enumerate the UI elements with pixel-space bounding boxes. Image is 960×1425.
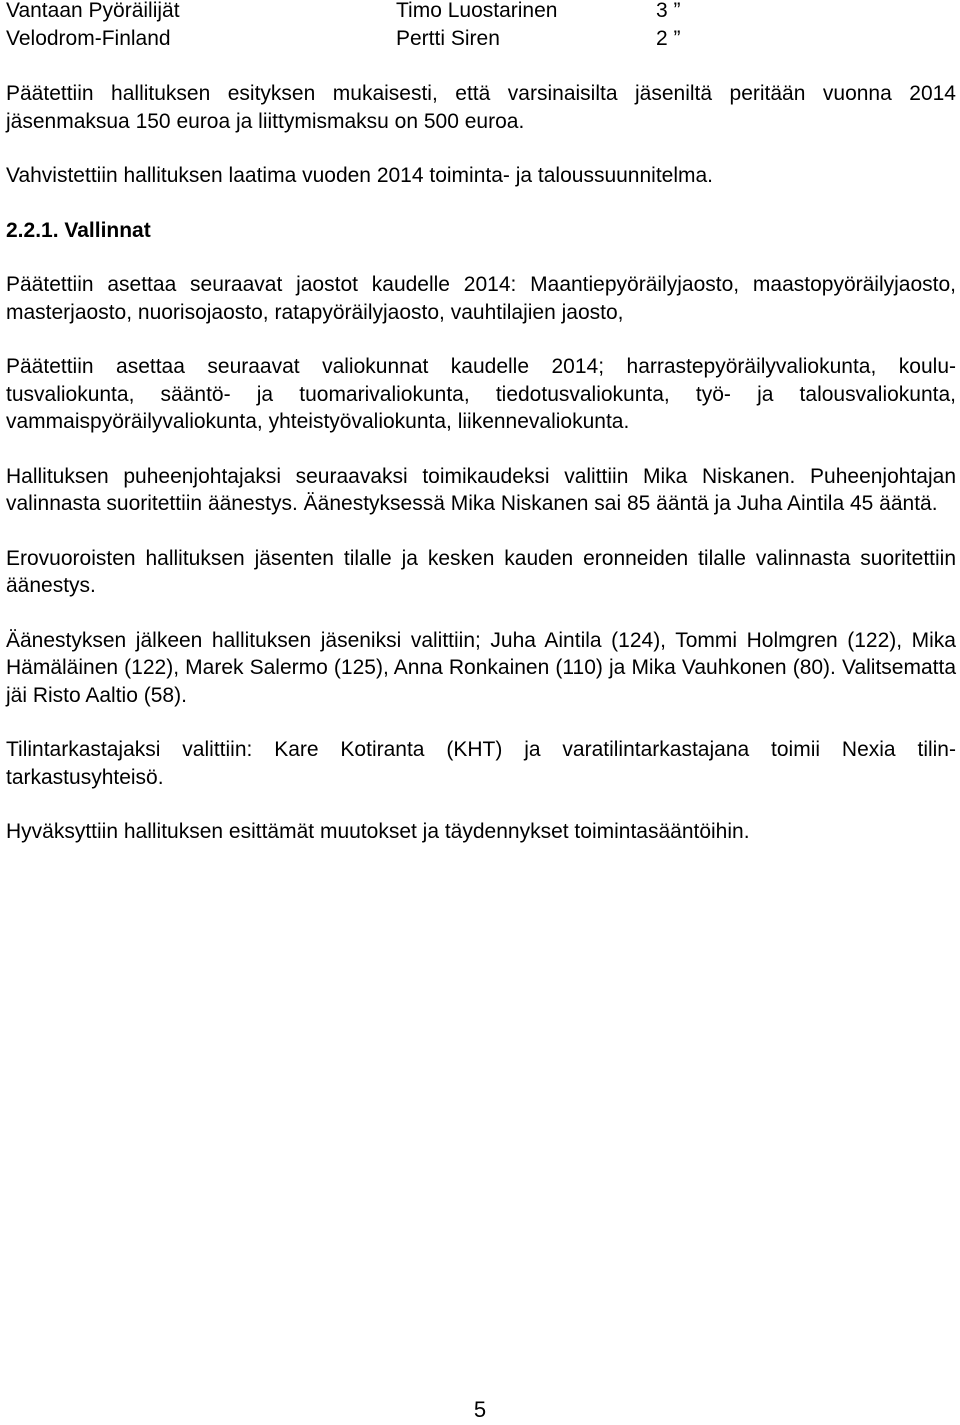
rules-paragraph: Hyväksyttiin hallituksen esittämät muutokset ja täydennykset toimintasääntöihin. [6, 820, 750, 843]
section-heading: 2.2.1. Vallinnat [6, 218, 151, 242]
document-page [6, 0, 956, 846]
board-members-paragraph: Äänestyksen jälkeen hallituksen jäseniksi valittiin; Juha Aintila (124), Tommi Holmgren (122), Mika Hämäläinen (122), Marek Salermo (125), Anna Ronkainen (110) ja Mika Vauhkonen (80). Valitsematta jäi Risto Aaltio (58). [6, 628, 956, 707]
membership-fee-paragraph: Päätettiin hallituksen esityksen mukaisesti, että varsinaisilta jäseniltä peritään vuonna 2014 jäsenmaksua 150 euroa ja liittymismaksu on 500 euroa. [6, 82, 956, 133]
member-votes: 3 ” [656, 0, 681, 22]
member-votes: 2 ” [656, 27, 681, 50]
member-representative: Timo Luostarinen [396, 0, 558, 22]
sections-paragraph: Päätettiin asettaa seuraavat jaostot kaudelle 2014: Maantiepyöräilyjaosto, maastopyöräilyjaosto, masterjaosto, nuorisojaosto, ratapyöräilyjaosto, vauhtilajien jaosto, [6, 273, 956, 324]
chair-election-paragraph: Hallituksen puheenjohtajaksi seuraavaksi toimikaudeksi valittiin Mika Niskanen. Puheenjohtajan valinnasta suoritettiin äänestys. Äänestyksessä Mika Niskanen sai 85 ääntä ja Juha Aintila 45 ääntä. [6, 464, 956, 515]
member-representative: Pertti Siren [396, 27, 500, 50]
member-club: Velodrom-Finland [6, 27, 171, 50]
committees-paragraph: Päätettiin asettaa seuraavat valiokunnat kaudelle 2014; harrastepyöräilyvaliokunta, koulutusvaliokunta, sääntö- ja tuomarivaliokunta, tiedotusvaliokunta, työ- ja talousvaliokunta, vammaispyöräilyvaliokunta, yhteistyövaliokunta, liikennevaliokunta. [6, 355, 956, 433]
auditor-paragraph: Tilintarkastajaksi valittiin: Kare Kotiranta (KHT) ja varatilintarkastajana toimii Nexia tilintarkastusyhteisö. [6, 738, 956, 789]
member-row [6, 0, 956, 25]
voting-members-table [6, 0, 956, 53]
action-plan-paragraph: Vahvistettiin hallituksen laatima vuoden 2014 toiminta- ja taloussuunnitelma. [6, 164, 714, 187]
member-club: Vantaan Pyöräilijät [6, 0, 180, 22]
page-number: 5 [473, 1397, 487, 1422]
replacement-vote-paragraph: Erovuoroisten hallituksen jäsenten tilalle ja kesken kauden eronneiden tilalle valinnasta suoritettiin äänestys. [6, 546, 956, 597]
member-row [6, 25, 956, 53]
